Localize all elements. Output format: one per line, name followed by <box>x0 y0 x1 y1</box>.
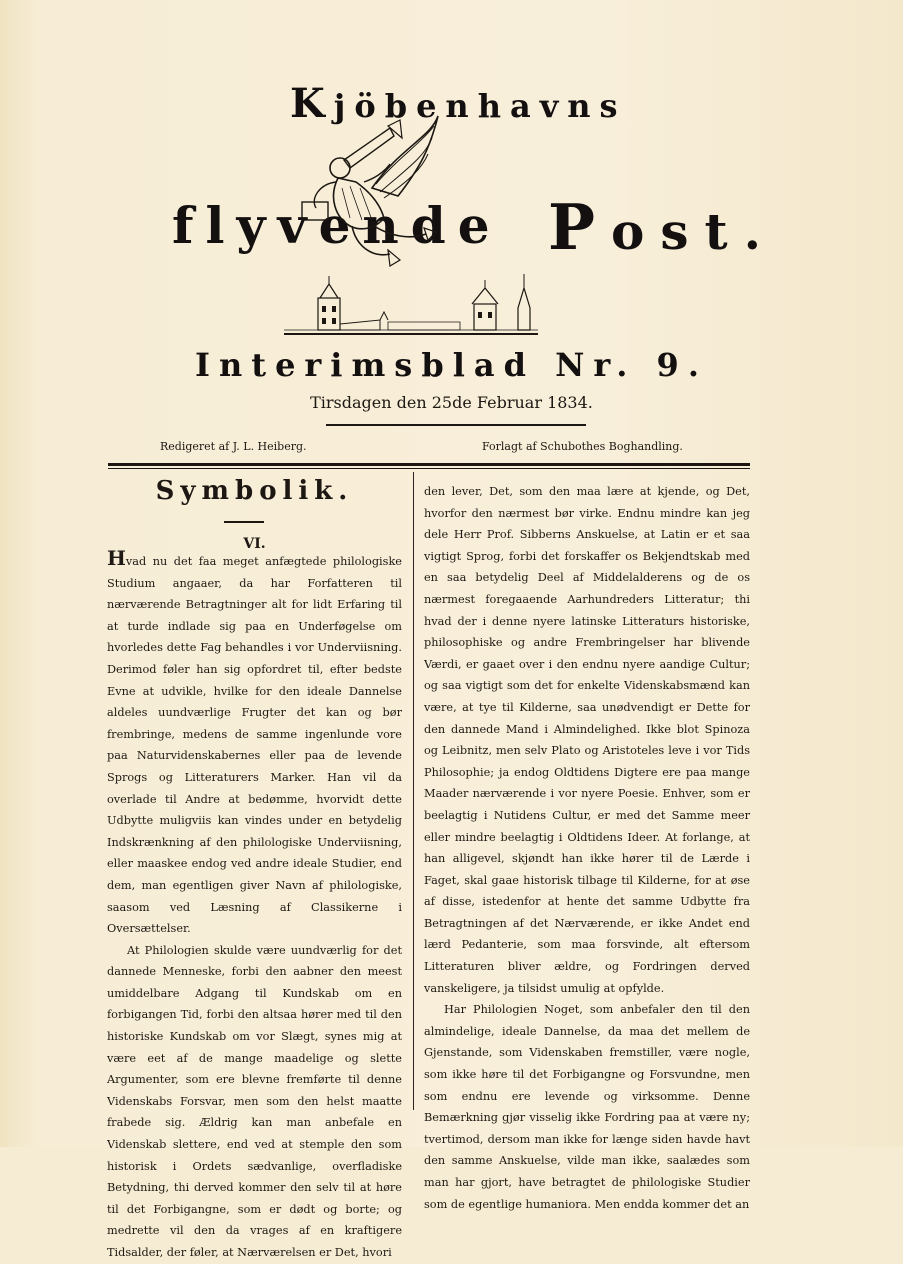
header-rule-thick <box>108 463 750 466</box>
right-paragraph-2: Har Philologien Noget, som anbefaler den til den almindelige, ideale Dannelse, da maa det mellem de Gjenstande, som Videnskaben fremstiller, være nogle, som ikke høre til det Forbigangne og Forsvundne, men som endnu ere levende og virksomme. Denne Bemærkning gjør visselig ikke Fordring paa at være ny; tvertimod, dersom man ikke for længe siden havde havt den samme Anskuelse, vilde man ikke, saalædes som man har gjort, have betragtet de philologiske Studier som de egentlige humaniora. Men endda kommer det an <box>424 1003 750 1211</box>
article-title-rule <box>224 521 264 523</box>
left-text-column <box>107 548 402 1264</box>
issue-date: Tirsdagen den 25de Februar 1834. <box>310 393 593 412</box>
masthead-city-initial: K <box>290 80 334 127</box>
left-paragraph-1-text: vad nu det faa meget anfægtede philologiske Studium angaaer, da har Forfatteren til nærværende Betragtninger alt for lidt Erfaring til at turde indlade sig paa en Underføgelse om hvorledes dette Fag behandles i vor Underviisning. Derimod føler han sig opfordret til, efter bedste Evne at udvikle, hvilke for den ideale Dannelse aldeles uundværlige Frugter det kan og bør frembringe, medens de samme ingenlunde vore paa Naturvidenskabernes eller paa de levende Sprogs og Litteraturers Marker. Han vil da overlade til Andre at bedømme, hvorvidt dette Udbytte muligviis kan vindes under en betydelig Indskrænkning af den philologiske Underviisning, eller maaskee endog ved andre ideale Studier, end dem, man egentligen giver Navn af philologiske, saasom ved Læsning af Classikerne i Oversættelser. <box>107 555 402 936</box>
left-paragraph-2: At Philologien skulde være uundværlig for det dannede Menneske, forbi den aabner den meest umiddelbare Adgang til Kundskab om en forbigangen Tid, forbi den altsaa hører med til den historiske Kundskab om vor Slægt, synes mig at være eet af de mange maadelige og slette Argumenter, som ere blevne fremførte til denne Videnskabs Forsvar, men som den helst maatte frabede sig. Ældrig kan man anbefale en Videnskab slettere, end ved at stemple den som historisk i Ordets sædvanlige, overfladiske Betydning, thi derved kommer den selv til at høre til det Forbigangne, som er dødt og borte; og medrette vil den da vrages af en kraftigere Tidsalder, der føler, at Nærværelsen er Det, hvori <box>107 943 402 1259</box>
masthead-post-word <box>548 190 778 264</box>
masthead-city-rest: jöbenhavns <box>333 87 627 125</box>
date-underline-rule <box>326 424 586 426</box>
flying-messenger-illustration <box>280 108 550 340</box>
publisher-credit: Forlagt af Schubothes Boghandling. <box>482 440 683 453</box>
drop-cap: H <box>107 546 126 570</box>
masthead-flyvende-word: flyvende <box>172 196 502 255</box>
editor-credit: Redigeret af J. L. Heiberg. <box>160 440 307 453</box>
masthead-post-initial: P <box>548 190 611 264</box>
masthead-post-rest: ost. <box>611 202 778 261</box>
header-rule-thin <box>108 468 750 469</box>
masthead <box>0 0 903 350</box>
issue-title: Interimsblad Nr. 9. <box>195 346 708 384</box>
article-section-number: VI. <box>243 536 266 552</box>
left-paragraph-1 <box>107 548 402 940</box>
right-paragraph-1: den lever, Det, som den maa lære at kjende, og Det, hvorfor den nærmest bør virke. Endnu mindre kan jeg dele Herr Prof. Sibberns Anskuelse, at Latin er et saa vigtigt Sprog, forbi det forskaffer os Bekjendtskab med en saa betydelig Deel af Middelalderens og de os nærmest foregaaende Aarhundreders Litteratur; thi hvad der i denne nyere latinske Litteraturs historiske, philosophiske og andre Frembringelser har blivende Værdi, er gaaet over i den endnu nyere aandige Cultur; og saa vigtigt som det for enkelte Videnskabsmænd kan være, at tye til Kilderne, saa unødvendigt er Dette for den dannede Mand i Almindelighed. Ikke blot Spinoza og Leibnitz, men selv Plato og Aristoteles leve i vor Tids Philosophie; ja endog Oldtidens Digtere ere paa mange Maader nærværende i vor nyere Poesie. Enhver, som er beelagtig i Nutidens Cultur, er med det Samme meer eller mindre beelagtig i Oldtidens Ideer. At forlange, at han alligevel, skjøndt han ikke hører til de Lærde i Faget, skal gaae historisk tilbage til Kilderne, for at øse af disse, istedenfor at hente det samme Udbytte fra Betragtningen af det Nærværende, er ikke Andet end lærd Pedanterie, som maa forsvinde, alt eftersom Litteraturen bliver ældre, og Fordringen derved vanskeligere, ja tilsidst umulig at opfylde. <box>424 485 750 995</box>
column-divider <box>413 472 414 1110</box>
right-text-column <box>424 481 750 1215</box>
article-title: Symbolik. <box>155 476 354 506</box>
